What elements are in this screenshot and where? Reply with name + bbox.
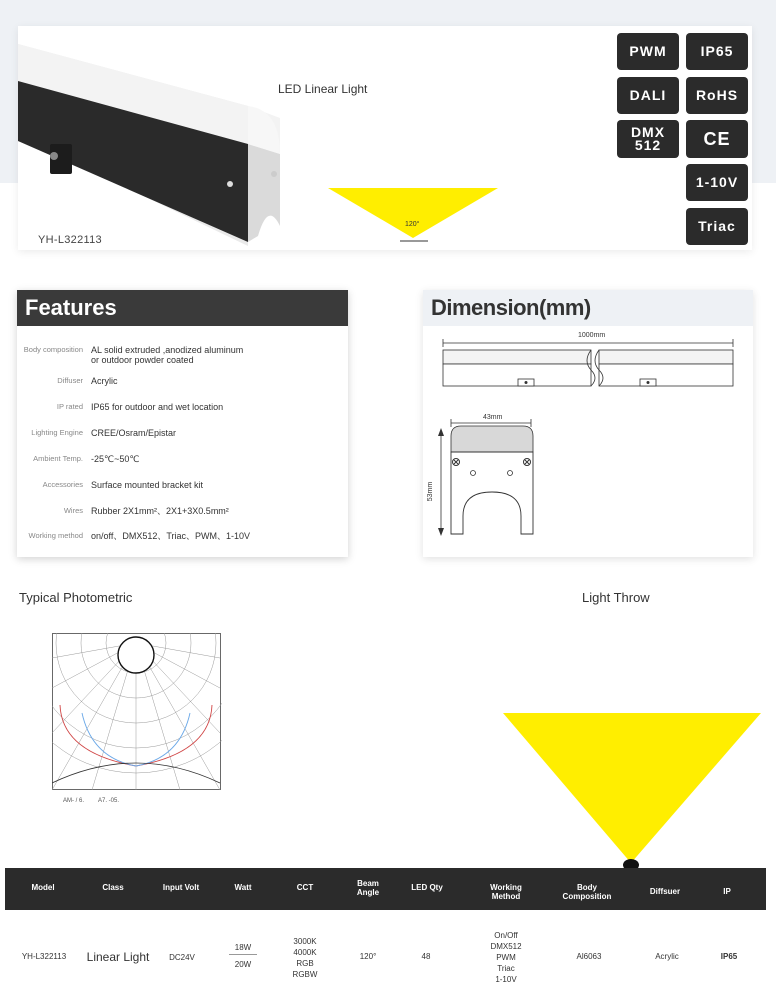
- badge-triac: Triac: [686, 208, 748, 245]
- cell-class: Linear Light: [86, 950, 150, 964]
- features-panel: [17, 290, 348, 557]
- badge-pwm: PWM: [617, 33, 679, 70]
- col-header-diffuser: Diffsuer: [649, 887, 681, 896]
- cell-cct: 3000K 4000K RGB RGBW: [292, 937, 318, 979]
- feature-value: AL solid extruded ,anodized aluminum or outdoor powder coated: [91, 345, 244, 365]
- feature-value: Acrylic: [91, 376, 118, 386]
- dimension-panel: [423, 290, 753, 557]
- feature-label: Diffuser: [57, 376, 83, 385]
- features-title: Features: [17, 290, 348, 326]
- feature-label: Lighting Engine: [31, 428, 83, 437]
- col-header-led-qty: LED Qty: [411, 883, 443, 892]
- col-header-class: Class: [102, 883, 124, 892]
- cell-input-volt: DC24V: [169, 953, 195, 962]
- cell-working-method: On/Off DMX512 PWM Triac 1-10V: [490, 931, 522, 984]
- col-header-working-method: Working Method: [490, 883, 522, 901]
- cell-led-qty: 48: [421, 952, 431, 961]
- feature-label: Working method: [28, 531, 83, 540]
- feature-value: Rubber 2X1mm²、2X1+3X0.5mm²: [91, 506, 229, 516]
- feature-label: Ambient Temp.: [33, 454, 83, 463]
- col-header-ip: IP: [723, 887, 731, 896]
- cell-watt-2: 20W: [234, 960, 252, 969]
- dimension-drawing: [423, 326, 753, 557]
- hero-model: YH-L322113: [38, 234, 102, 246]
- legend-series-2: A7. -05.: [98, 798, 120, 804]
- feature-value: CREE/Osram/Epistar: [91, 428, 177, 438]
- badge-ce: CE: [686, 120, 748, 158]
- col-header-input-volt: Input Volt: [162, 883, 200, 892]
- col-header-beam-angle: Beam Angle: [356, 879, 380, 897]
- cell-body-composition: Al6063: [576, 952, 602, 961]
- height-label: 53mm: [427, 481, 435, 502]
- cell-diffuser: Acrylic: [655, 952, 679, 961]
- feature-label: Wires: [63, 506, 83, 515]
- length-label: 1000mm: [578, 332, 606, 339]
- feature-label: IP rated: [56, 402, 83, 411]
- width-label: 43mm: [483, 414, 503, 421]
- badge-dali: DALI: [617, 77, 679, 114]
- feature-value: Surface mounted bracket kit: [91, 480, 204, 490]
- feature-value: -25℃~50℃: [91, 454, 140, 464]
- photometric-title: Typical Photometric: [19, 590, 133, 605]
- light-throw-title: Light Throw: [582, 590, 650, 605]
- badge-ip65: IP65: [686, 33, 748, 70]
- col-header-body-composition: Body Composition: [562, 883, 612, 901]
- dimension-title: Dimension(mm): [423, 290, 753, 326]
- feature-label: Body composition: [23, 345, 83, 354]
- cell-model: YH-L322113: [21, 952, 67, 961]
- beam-angle-label: 120°: [405, 221, 420, 228]
- feature-value: on/off、DMX512、Triac、PWM、1-10V: [91, 531, 251, 541]
- hero-title: LED Linear Light: [278, 82, 368, 96]
- feature-label: Accessories: [42, 480, 83, 489]
- polar-diagram: [52, 633, 222, 793]
- col-header-model: Model: [31, 883, 55, 892]
- cell-ip: IP65: [720, 952, 738, 961]
- watt-divider: [229, 954, 257, 955]
- legend-series-1: AM- / 6.: [63, 798, 85, 804]
- cell-watt-1: 18W: [234, 943, 252, 952]
- cell-beam-angle: 120°: [359, 952, 377, 961]
- col-header-watt: Watt: [234, 883, 252, 892]
- badge-1-10v: 1-10V: [686, 164, 748, 201]
- badge-dmx512: DMX 512: [617, 120, 679, 158]
- light-throw-diagram: [503, 713, 765, 873]
- col-header-cct: CCT: [296, 883, 314, 892]
- feature-value: IP65 for outdoor and wet location: [91, 402, 224, 412]
- badge-rohs: RoHS: [686, 77, 748, 114]
